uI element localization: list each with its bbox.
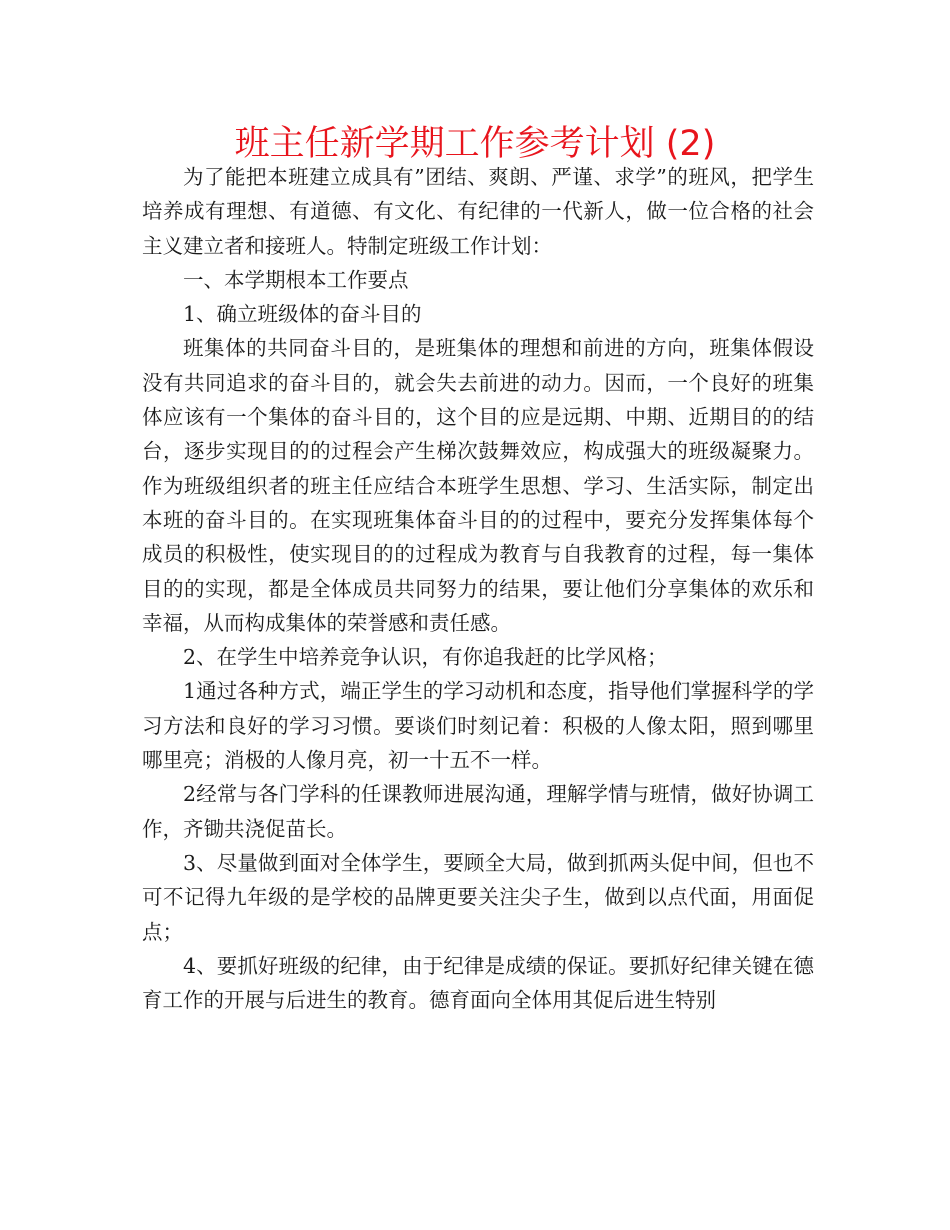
- subsection-heading: 1、确立班级体的奋斗目的: [183, 302, 422, 327]
- subsection-heading: 2、在学生中培养竞争认识，有你追我赶的比学风格；: [183, 645, 668, 670]
- document-body: [142, 160, 814, 1017]
- paragraph: 4、要抓好班级的纪律，由于纪律是成绩的保证。要抓好纪律关键在德育工作的开展与后进生的教育。德育面向全体用其促后进生特别: [142, 953, 814, 1013]
- paragraph: 为了能把本班建立成具有”团结、爽朗、严谨、求学”的班风，把学生培养成有理想、有道德、有文化、有纪律的一代新人，做一位合格的社会主义建立者和接班人。特制定班级工作计划：: [142, 165, 814, 258]
- paragraph: 班集体的共同奋斗目的，是班集体的理想和前进的方向，班集体假设没有共同追求的奋斗目的，就会失去前进的动力。因而，一个良好的班集体应该有一个集体的奋斗目的，这个目的应是远期、中期、近期目的的结台，逐步实现目的的过程会产生梯次鼓舞效应，构成强大的班级凝聚力。作为班级组织者的班主任应结合本班学生思想、学习、生活实际，制定出本班的奋斗目的。在实现班集体奋斗目的的过程中，要充分发挥集体每个成员的积极性，使实现目的的过程成为教育与自我教育的过程，每一集体目的的实现，都是全体成员共同努力的结果，要让他们分享集体的欢乐和幸福，从而构成集体的荣誉感和责任感。: [142, 336, 814, 635]
- section-heading: 一、本学期根本工作要点: [183, 267, 409, 292]
- document-title: 班主任新学期工作参考计划 (2): [234, 124, 716, 164]
- paragraph: 1通过各种方式，端正学生的学习动机和态度，指导他们掌握科学的学习方法和良好的学习习惯。要谈们时刻记着：积极的人像太阳，照到哪里哪里亮；消极的人像月亮，初一十五不一样。: [142, 679, 814, 773]
- paragraph: 3、尽量做到面对全体学生，要顾全大局，做到抓两头促中间，但也不可不记得九年级的是学校的品牌更要关注尖子生，做到以点代面，用面促点；: [142, 850, 814, 944]
- paragraph: 2经常与各门学科的任课教师进展沟通，理解学情与班情，做好协调工作，齐锄共浇促苗长。: [142, 782, 814, 841]
